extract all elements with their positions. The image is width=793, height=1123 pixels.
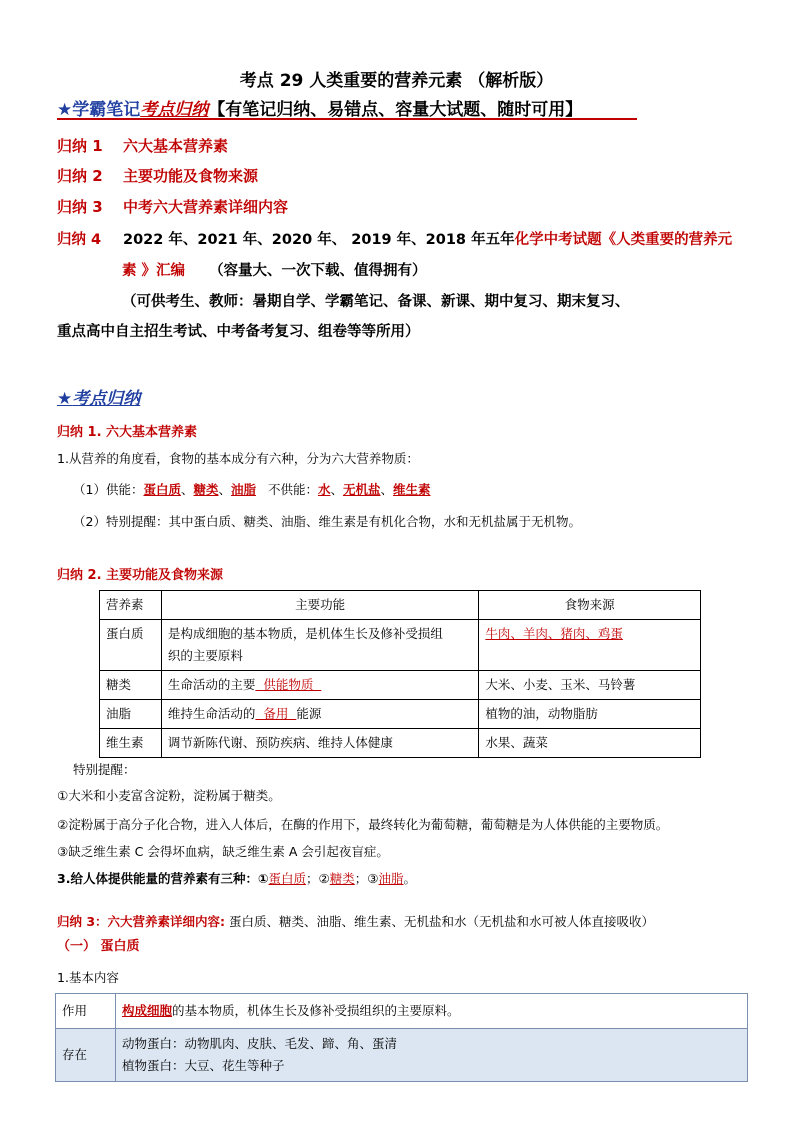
- g3-subheading: （一） 蛋白质: [57, 939, 140, 954]
- summary-usage-2: 重点高中自主招生考试、中考备考复习、组卷等等所用）: [57, 324, 420, 340]
- g1-p2-prefix: （1）供能：: [73, 482, 144, 497]
- keyword-salt: 无机盐: [342, 482, 381, 497]
- g2-tip-3: ③缺乏维生素 C 会得坏血病，缺乏维生素 A 会引起夜盲症。: [57, 844, 389, 859]
- summary-text: 中考六大营养素详细内容: [123, 198, 289, 216]
- table-row: [100, 671, 701, 700]
- function-text: 是构成细胞的基本物质，是机体生长及修补受损组: [167, 626, 443, 641]
- nutrient-source: 大米、小麦、玉米、马铃薯: [479, 671, 701, 700]
- star-icon: ★: [57, 389, 73, 409]
- g3-paragraph-1: 1.基本内容: [57, 970, 119, 985]
- table-header-cell: 食物来源: [479, 591, 701, 620]
- table-row: [56, 994, 748, 1029]
- protein-table: [55, 993, 748, 1082]
- function-text: 维持生命活动的: [167, 706, 256, 721]
- separator: ；②: [306, 871, 330, 886]
- summary-label: 归纳 3: [57, 198, 103, 216]
- table-row: [100, 620, 701, 671]
- g2-tip-title: 特别提醒：: [73, 762, 136, 777]
- summary-label: 归纳 1: [57, 137, 103, 155]
- section-heading: [57, 384, 140, 409]
- separator: 、: [380, 482, 394, 497]
- g1-paragraph-3: （2）特别提醒：其中蛋白质、糖类、油脂、维生素是有机化合物，水和无机盐属于无机物。: [73, 514, 581, 529]
- table-row: [100, 729, 701, 758]
- fill-blank-answer: 备用: [255, 706, 297, 721]
- keyword-sugar: 糖类: [193, 482, 219, 497]
- summary-note: （容量大、一次下载、值得拥有）: [209, 263, 427, 279]
- summary-usage-1: （可供考生、教师：暑期自学、学霸笔记、备课、新课、期中复习、期末复习、: [122, 294, 630, 310]
- nutrient-name: 维生素: [100, 729, 162, 758]
- summary-years: 2022 年、2021 年、2020 年、 2019 年、2018 年五年: [123, 232, 515, 248]
- keyword-protein: 蛋白质: [143, 482, 181, 497]
- subtitle-part-a: 学霸笔记: [72, 100, 141, 120]
- star-icon: ★: [57, 100, 73, 120]
- page-title: 考点 29 人类重要的营养元素 （解析版）: [239, 71, 554, 91]
- g3-heading-text: 蛋白质、糖类、油脂、维生素、无机盐和水（无机盐和水可被人体直接吸收）: [225, 914, 655, 929]
- nutrient-name: 蛋白质: [100, 620, 162, 671]
- g1-paragraph-1: 1.从营养的角度看，食物的基本成分有六种，分为六大营养物质：: [57, 451, 419, 466]
- keyword-fat: 油脂: [231, 482, 257, 497]
- nutrient-name: 糖类: [100, 671, 162, 700]
- table-header-cell: 营养素: [100, 591, 162, 620]
- row-label: 作用: [56, 994, 116, 1029]
- source-text: 牛肉、羊肉、猪肉、鸡蛋: [485, 626, 623, 641]
- keyword-water: 水: [317, 482, 331, 497]
- function-source-table: [99, 590, 701, 758]
- g2-p3-prefix: 3.给人体提供能量的营养素有三种：①: [57, 871, 269, 886]
- summary-item-4-cont: [122, 259, 427, 280]
- keyword-vitamin: 维生素: [393, 482, 431, 497]
- g1-heading: 归纳 1. 六大基本营养素: [57, 425, 198, 440]
- answer-fat: 油脂: [378, 871, 404, 886]
- answer-protein: 蛋白质: [268, 871, 307, 886]
- g2-tip-2: ②淀粉属于高分子化合物，进入人体后，在酶的作用下，最终转化为葡萄糖，葡萄糖是为人体供能的主要物质。: [57, 817, 669, 832]
- table-row: [56, 1029, 748, 1082]
- separator: ；③: [354, 871, 379, 886]
- header-rule: [57, 118, 637, 120]
- g2-heading: 归纳 2. 主要功能及食物来源: [57, 568, 224, 583]
- g1-p2-mid: 不供能：: [256, 482, 318, 497]
- function-text: 生命活动的主要: [167, 677, 256, 692]
- nutrient-function: [161, 671, 478, 700]
- summary-item-1: [57, 135, 228, 156]
- table-header-row: [100, 591, 701, 620]
- section-title-text: 考点归纳: [72, 389, 141, 409]
- separator: 、: [218, 482, 232, 497]
- separator: 、: [180, 482, 194, 497]
- summary-item-2: [57, 165, 258, 186]
- nutrient-source: 植物的油，动物脂肪: [479, 700, 701, 729]
- nutrient-function: [161, 620, 478, 671]
- subtitle-banner: [57, 95, 582, 120]
- keyword-cell: 构成细胞: [122, 1003, 173, 1018]
- summary-text: 主要功能及食物来源: [123, 167, 259, 185]
- table-header-cell: 主要功能: [161, 591, 478, 620]
- nutrient-name: 油脂: [100, 700, 162, 729]
- summary-item-4: [57, 228, 732, 249]
- row-content: [116, 994, 748, 1029]
- row-content-line: 植物蛋白：大豆、花生等种子: [122, 1058, 285, 1073]
- table-row: [100, 700, 701, 729]
- nutrient-function: 调节新陈代谢、预防疾病、维持人体健康: [161, 729, 478, 758]
- g3-heading: [57, 912, 654, 930]
- summary-label: 归纳 2: [57, 167, 103, 185]
- function-text-cont: 织的主要原料: [167, 648, 243, 663]
- summary-collection-end: 素 》汇编: [122, 263, 186, 279]
- g2-tip-1: ①大米和小麦富含淀粉，淀粉属于糖类。: [57, 788, 281, 803]
- row-content-text: 的基本物质，机体生长及修补受损组织的主要原料。: [172, 1003, 460, 1018]
- row-content-line: 动物蛋白：动物肌肉、皮肤、毛发、蹄、角、蛋清: [122, 1036, 398, 1051]
- row-content: [116, 1029, 748, 1082]
- subtitle-part-c: 【有笔记归纳、易错点、容量大试题、随时可用】: [208, 100, 583, 120]
- summary-label: 归纳 4: [57, 232, 102, 248]
- answer-sugar: 糖类: [329, 871, 355, 886]
- summary-text: 六大基本营养素: [123, 137, 229, 155]
- subtitle-part-b: 考点归纳: [140, 100, 209, 120]
- g1-paragraph-2: [73, 480, 431, 498]
- nutrient-function: [161, 700, 478, 729]
- function-text-end: 能源: [296, 706, 322, 721]
- separator: 、: [330, 482, 343, 497]
- fill-blank-answer: 供能物质: [255, 677, 322, 692]
- nutrient-source: [479, 620, 701, 671]
- g3-heading-label: 归纳 3：六大营养素详细内容:: [57, 914, 226, 929]
- row-label: 存在: [56, 1029, 116, 1082]
- summary-collection: 化学中考试题《人类重要的营养元: [514, 232, 733, 248]
- separator: 。: [403, 871, 417, 886]
- summary-item-3: [57, 196, 288, 217]
- nutrient-source: 水果、蔬菜: [479, 729, 701, 758]
- g2-paragraph-3: [57, 869, 416, 887]
